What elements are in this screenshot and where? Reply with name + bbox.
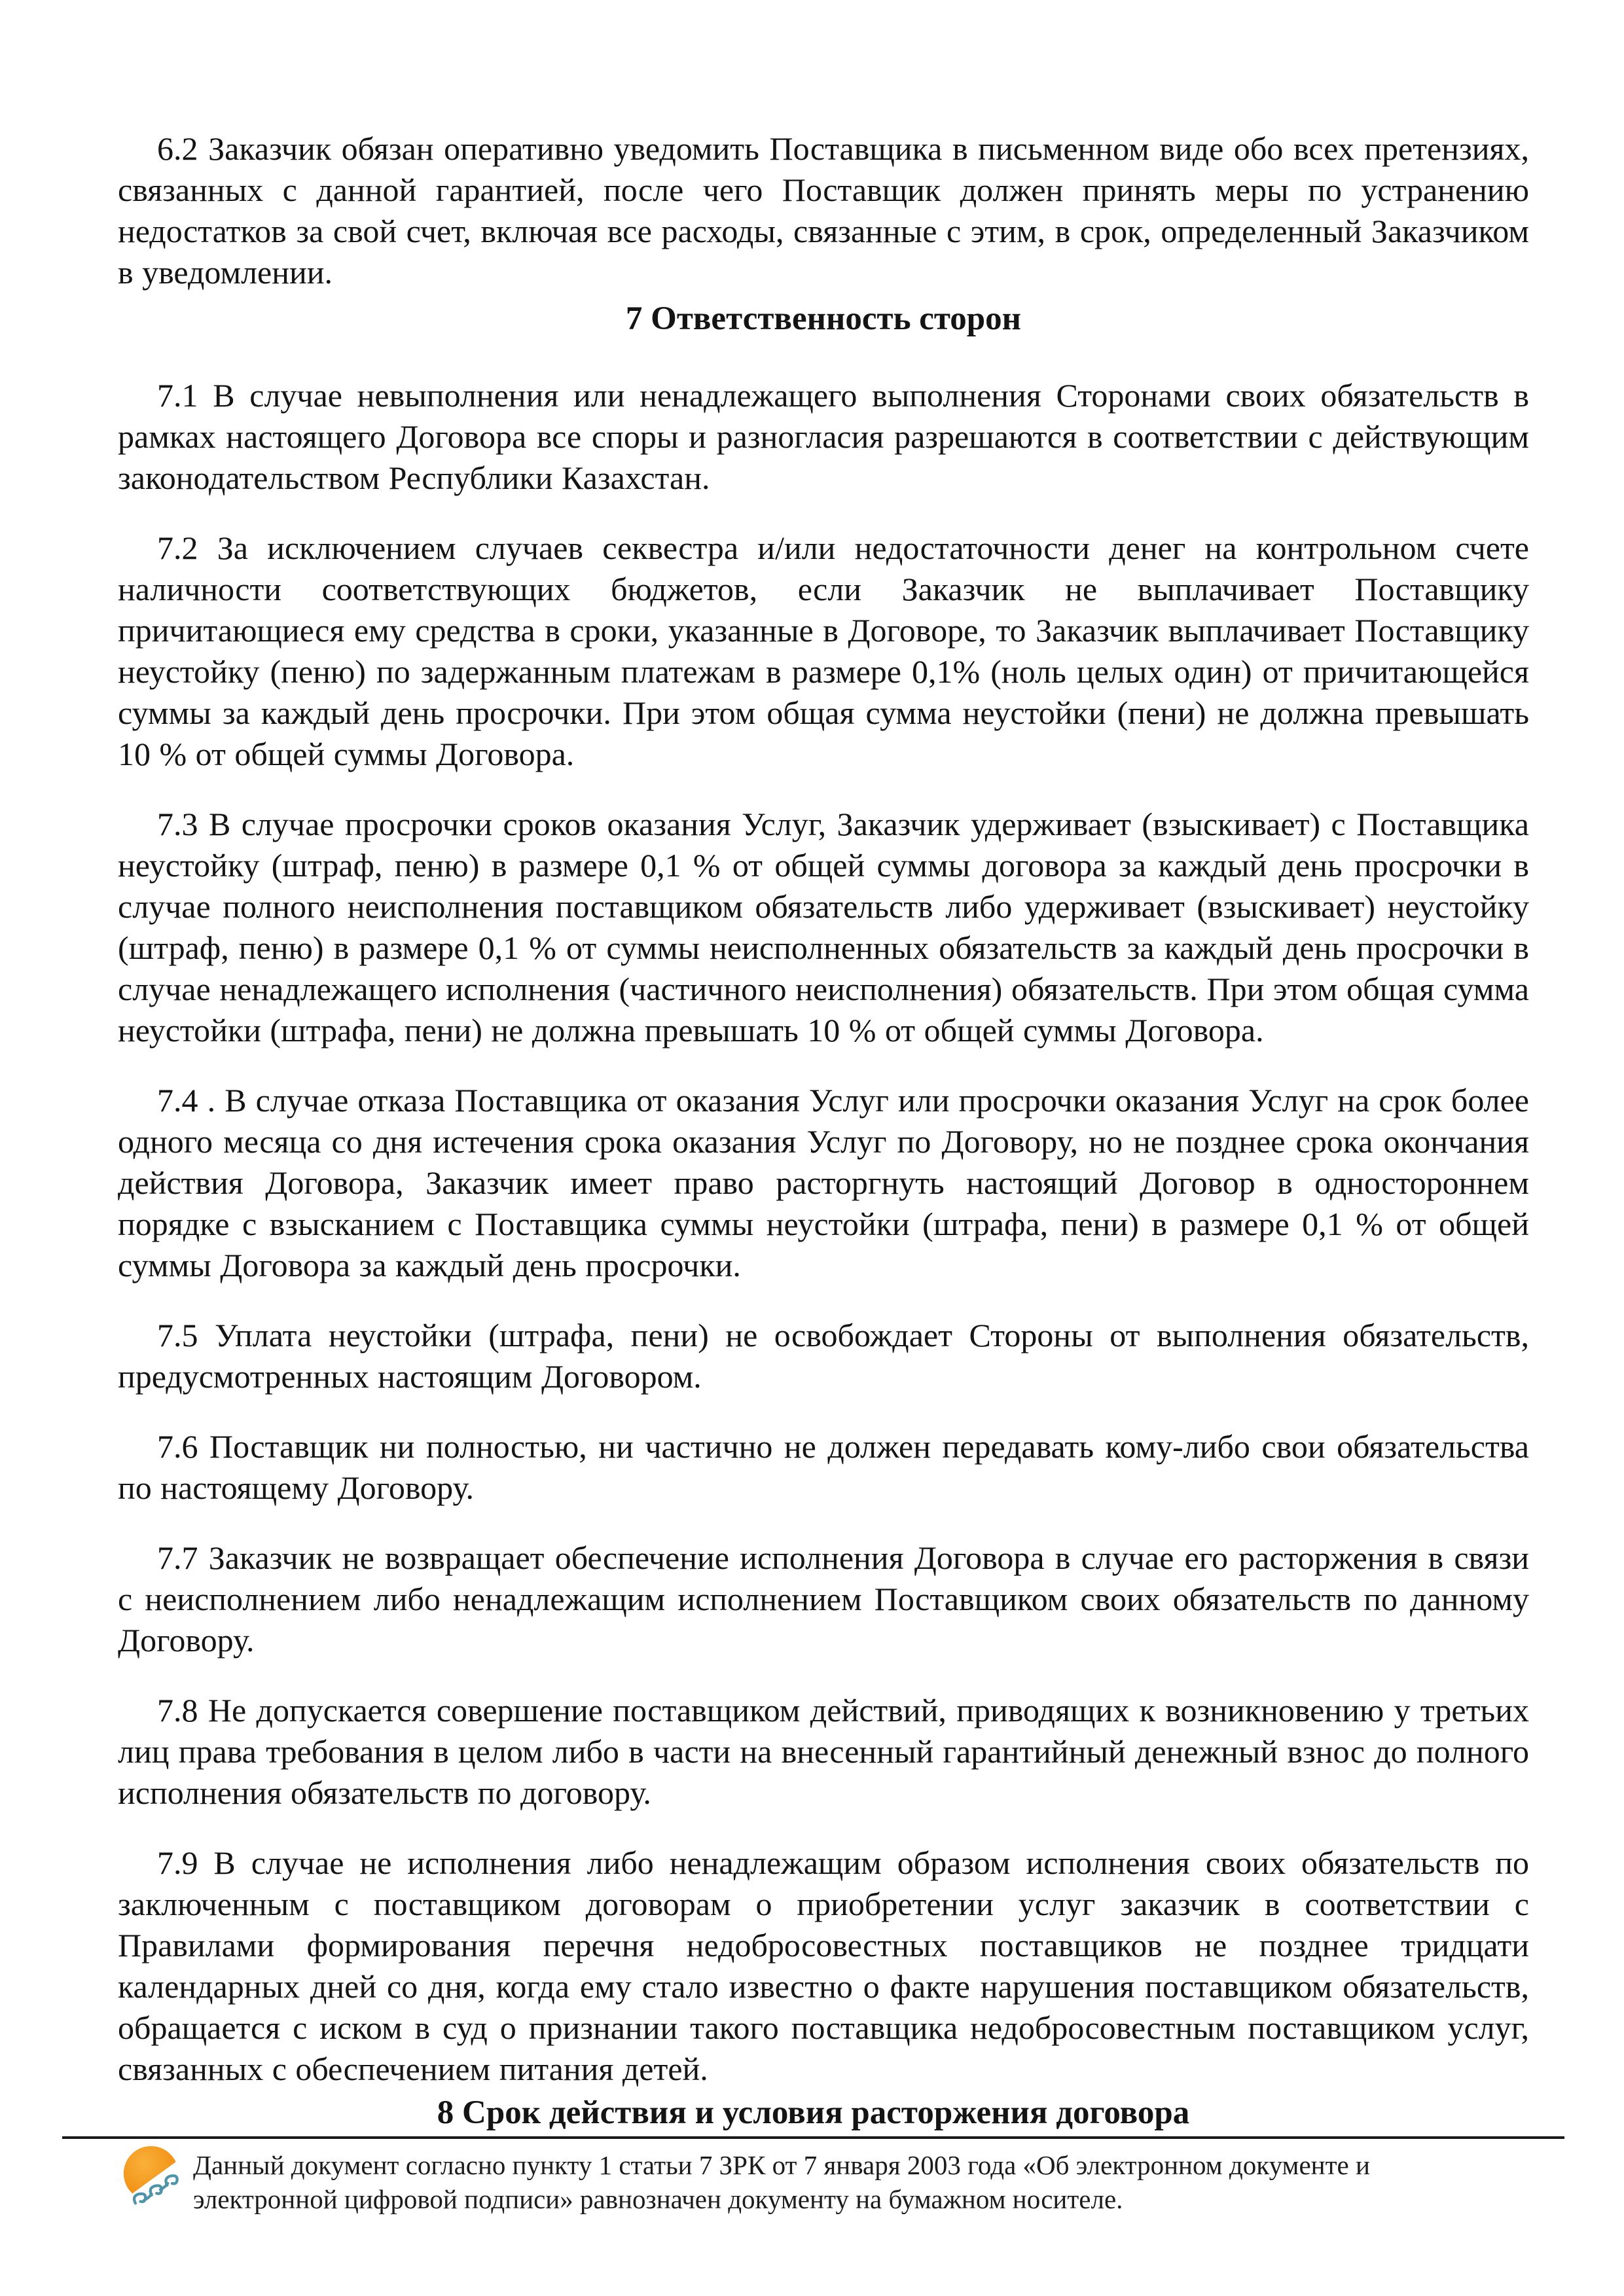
- clause-7-3: 7.3 В случае просрочки сроков оказания Услуг, Заказчик удерживает (взыскивает) с Поставщика неустойку (штраф, пеню) в размере 0,1 % от общей суммы договора за каждый день просрочки в случае полного неисполнения поставщиком обязательств либо удерживает (взыскивает) неустойку (штраф, пеню) в размере 0,1 % от суммы неисполненных обязательств за каждый день просрочки в случае ненадлежащего исполнения (частичного неисполнения) обязательств. При этом общая сумма неустойки (штрафа, пени) не должна превышать 10 % от общей суммы Договора.: [118, 806, 1529, 1049]
- edocument-footer: [122, 2145, 1529, 2216]
- egov-stamp-icon: [122, 2145, 184, 2208]
- clause-6-2: 6.2 Заказчик обязан оперативно уведомить Поставщика в письменном виде обо всех претензиях, связанных с данной гарантией, после чего Поставщик должен принять меры по устранению недостатков за свой счет, включая все расходы, связанные с этим, в срок, определенный Заказчиком в уведомлении.: [118, 130, 1529, 291]
- clause-7-9: 7.9 В случае не исполнения либо ненадлежащим образом исполнения своих обязательств по заключенным с поставщиком договорам о приобретении услуг заказчик в соответствии с Правилами формирования перечня недобросовестных поставщиков не позднее тридцати календарных дней со дня, когда ему стало известно о факте нарушения поставщиком обязательств, обращается с иском в суд о признании такого поставщика недобросовестным поставщиком услуг, связанных с обеспечением питания детей.: [118, 1844, 1529, 2087]
- clause-7-1: 7.1 В случае невыполнения или ненадлежащего выполнения Сторонами своих обязательств в рамках настоящего Договора все споры и разногласия разрешаются в соответствии с действующим законодательством Республики Казахстан.: [118, 377, 1529, 496]
- edocument-footer-text: [193, 2145, 1370, 2216]
- clause-7-8: 7.8 Не допускается совершение поставщиком действий, приводящих к возникновению у третьих лиц права требования в целом либо в части на внесенный гарантийный денежный взнос до полного исполнения обязательств по договору.: [118, 1692, 1529, 1811]
- footer-text-line-2: электронной цифровой подписи» равнозначен документу на бумажном носителе.: [193, 2184, 1123, 2214]
- footer-text-line-1: Данный документ согласно пункту 1 статьи 7 ЗРК от 7 января 2003 года «Об электронном документе и: [193, 2150, 1370, 2180]
- clause-7-5: 7.5 Уплата неустойки (штрафа, пени) не освобождает Стороны от выполнения обязательств, предусмотренных настоящим Договором.: [118, 1317, 1529, 1395]
- section-8-heading: 8 Срок действия и условия расторжения договора: [437, 2094, 1190, 2131]
- clause-7-6: 7.6 Поставщик ни полностью, ни частично не должен передавать кому-либо свои обязательства по настоящему Договору.: [118, 1428, 1529, 1506]
- clause-7-7: 7.7 Заказчик не возвращает обеспечение исполнения Договора в случае его расторжения в связи с неисполнением либо ненадлежащим исполнением Поставщиком своих обязательств по данному Договору.: [118, 1539, 1529, 1659]
- footer-separator-rule: [62, 2092, 1564, 2139]
- section-7-heading: 7 Ответственность сторон: [625, 300, 1022, 337]
- clause-7-2: 7.2 За исключением случаев секвестра и/или недостаточности денег на контрольном счете наличности соответствующих бюджетов, если Заказчик не выплачивает Поставщику причитающиеся ему средства в сроки, указанные в Договоре, то Заказчик выплачивает Поставщику неустойку (пеню) по задержанным платежам в размере 0,1% (ноль целых один) от причитающейся суммы за каждый день просрочки. При этом общая сумма неустойки (пени) не должна превышать 10 % от общей суммы Договора.: [118, 529, 1529, 772]
- clause-7-4: 7.4 . В случае отказа Поставщика от оказания Услуг или просрочки оказания Услуг на срок более одного месяца со дня истечения срока оказания Услуг по Договору, но не позднее срока окончания действия Договора, Заказчик имеет право расторгнуть настоящий Договор в одностороннем порядке с взысканием с Поставщика суммы неустойки (штрафа, пени) в размере 0,1 % от общей суммы Договора за каждый день просрочки.: [118, 1082, 1529, 1283]
